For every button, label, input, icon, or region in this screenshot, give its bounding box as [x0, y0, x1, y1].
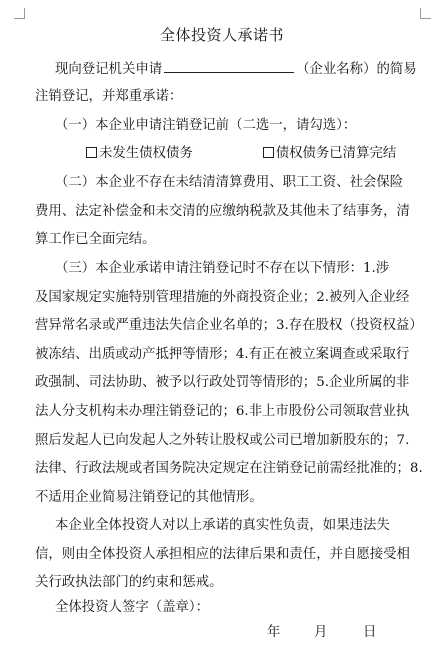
margin-corner-mark-left: [14, 8, 25, 19]
signature-label: 全体投资人签字（盖章）：: [55, 600, 209, 615]
statement-line: 信，则由全体投资人承担相应的法律后果和责任，并自愿接受相: [35, 547, 410, 562]
intro-text-start: 现向登记机关申请: [55, 62, 163, 77]
section-3-line: 照后发起人已向发起人之外转让股权或公司已增加新股东的；7.: [35, 433, 410, 448]
section-3-line: 法律、行政法规或者国务院决定规定在注销登记前需经批准的；8.: [35, 461, 423, 476]
section-3-line: 不适用企业简易注销登记的其他情形。: [35, 490, 263, 505]
section-2-line: 费用、法定补偿金和未交清的应缴纳税款及其他未了结事务，清: [35, 204, 410, 219]
section-3-line: 法人分支机构未办理注销登记的；6.非上市股份公司领取营业执: [35, 404, 410, 419]
margin-corner-mark-right: [420, 8, 431, 19]
section-2-line: 算工作已全面完结。: [35, 232, 156, 247]
statement-line: 关行政执法部门的约束和惩戒。: [35, 575, 223, 590]
section-3-line: （三）本企业承诺申请注销登记时不存在以下情形：1.涉: [55, 261, 390, 276]
date-year: 年: [267, 625, 281, 640]
company-name-blank[interactable]: [164, 60, 294, 73]
section-2-line: （二）本企业不存在未结清清算费用、职工工资、社会保险: [55, 175, 404, 190]
intro-line-1: [0, 60, 444, 79]
option-no-debt-checkbox[interactable]: [86, 147, 97, 158]
date-month: 月: [314, 625, 328, 640]
option-debt-settled-label: 债权债务已清算完结: [275, 146, 397, 161]
option-no-debt-label: 未发生债权债务: [99, 146, 193, 161]
intro-text-end: （企业名称）的简易: [296, 62, 417, 77]
option-debt-settled-checkbox[interactable]: [263, 147, 274, 158]
section-3-line: 被冻结、出质或动产抵押等情形；4.有正在被立案调查或采取行: [35, 347, 410, 362]
section-1-heading: （一）本企业申请注销登记前（二选一，请勾选）：: [55, 118, 357, 133]
date-day: 日: [363, 625, 377, 640]
section-3-line: 政强制、司法协助、被予以行政处罚等情形的；5.企业所属的非: [35, 375, 410, 390]
intro-line-2: 注销登记，并郑重承诺：: [35, 89, 183, 104]
section-1-options: [0, 145, 444, 163]
section-3-line: 及国家规定实施特别管理措施的外商投资企业；2.被列入企业经: [35, 290, 410, 305]
statement-line: 本企业全体投资人对以上承诺的真实性负责，如果违法失: [55, 518, 390, 533]
document-title: 全体投资人承诺书: [159, 26, 284, 44]
section-3-line: 营异常名录或严重违法失信企业名单的；3.存在股权（投资权益）: [35, 318, 423, 333]
